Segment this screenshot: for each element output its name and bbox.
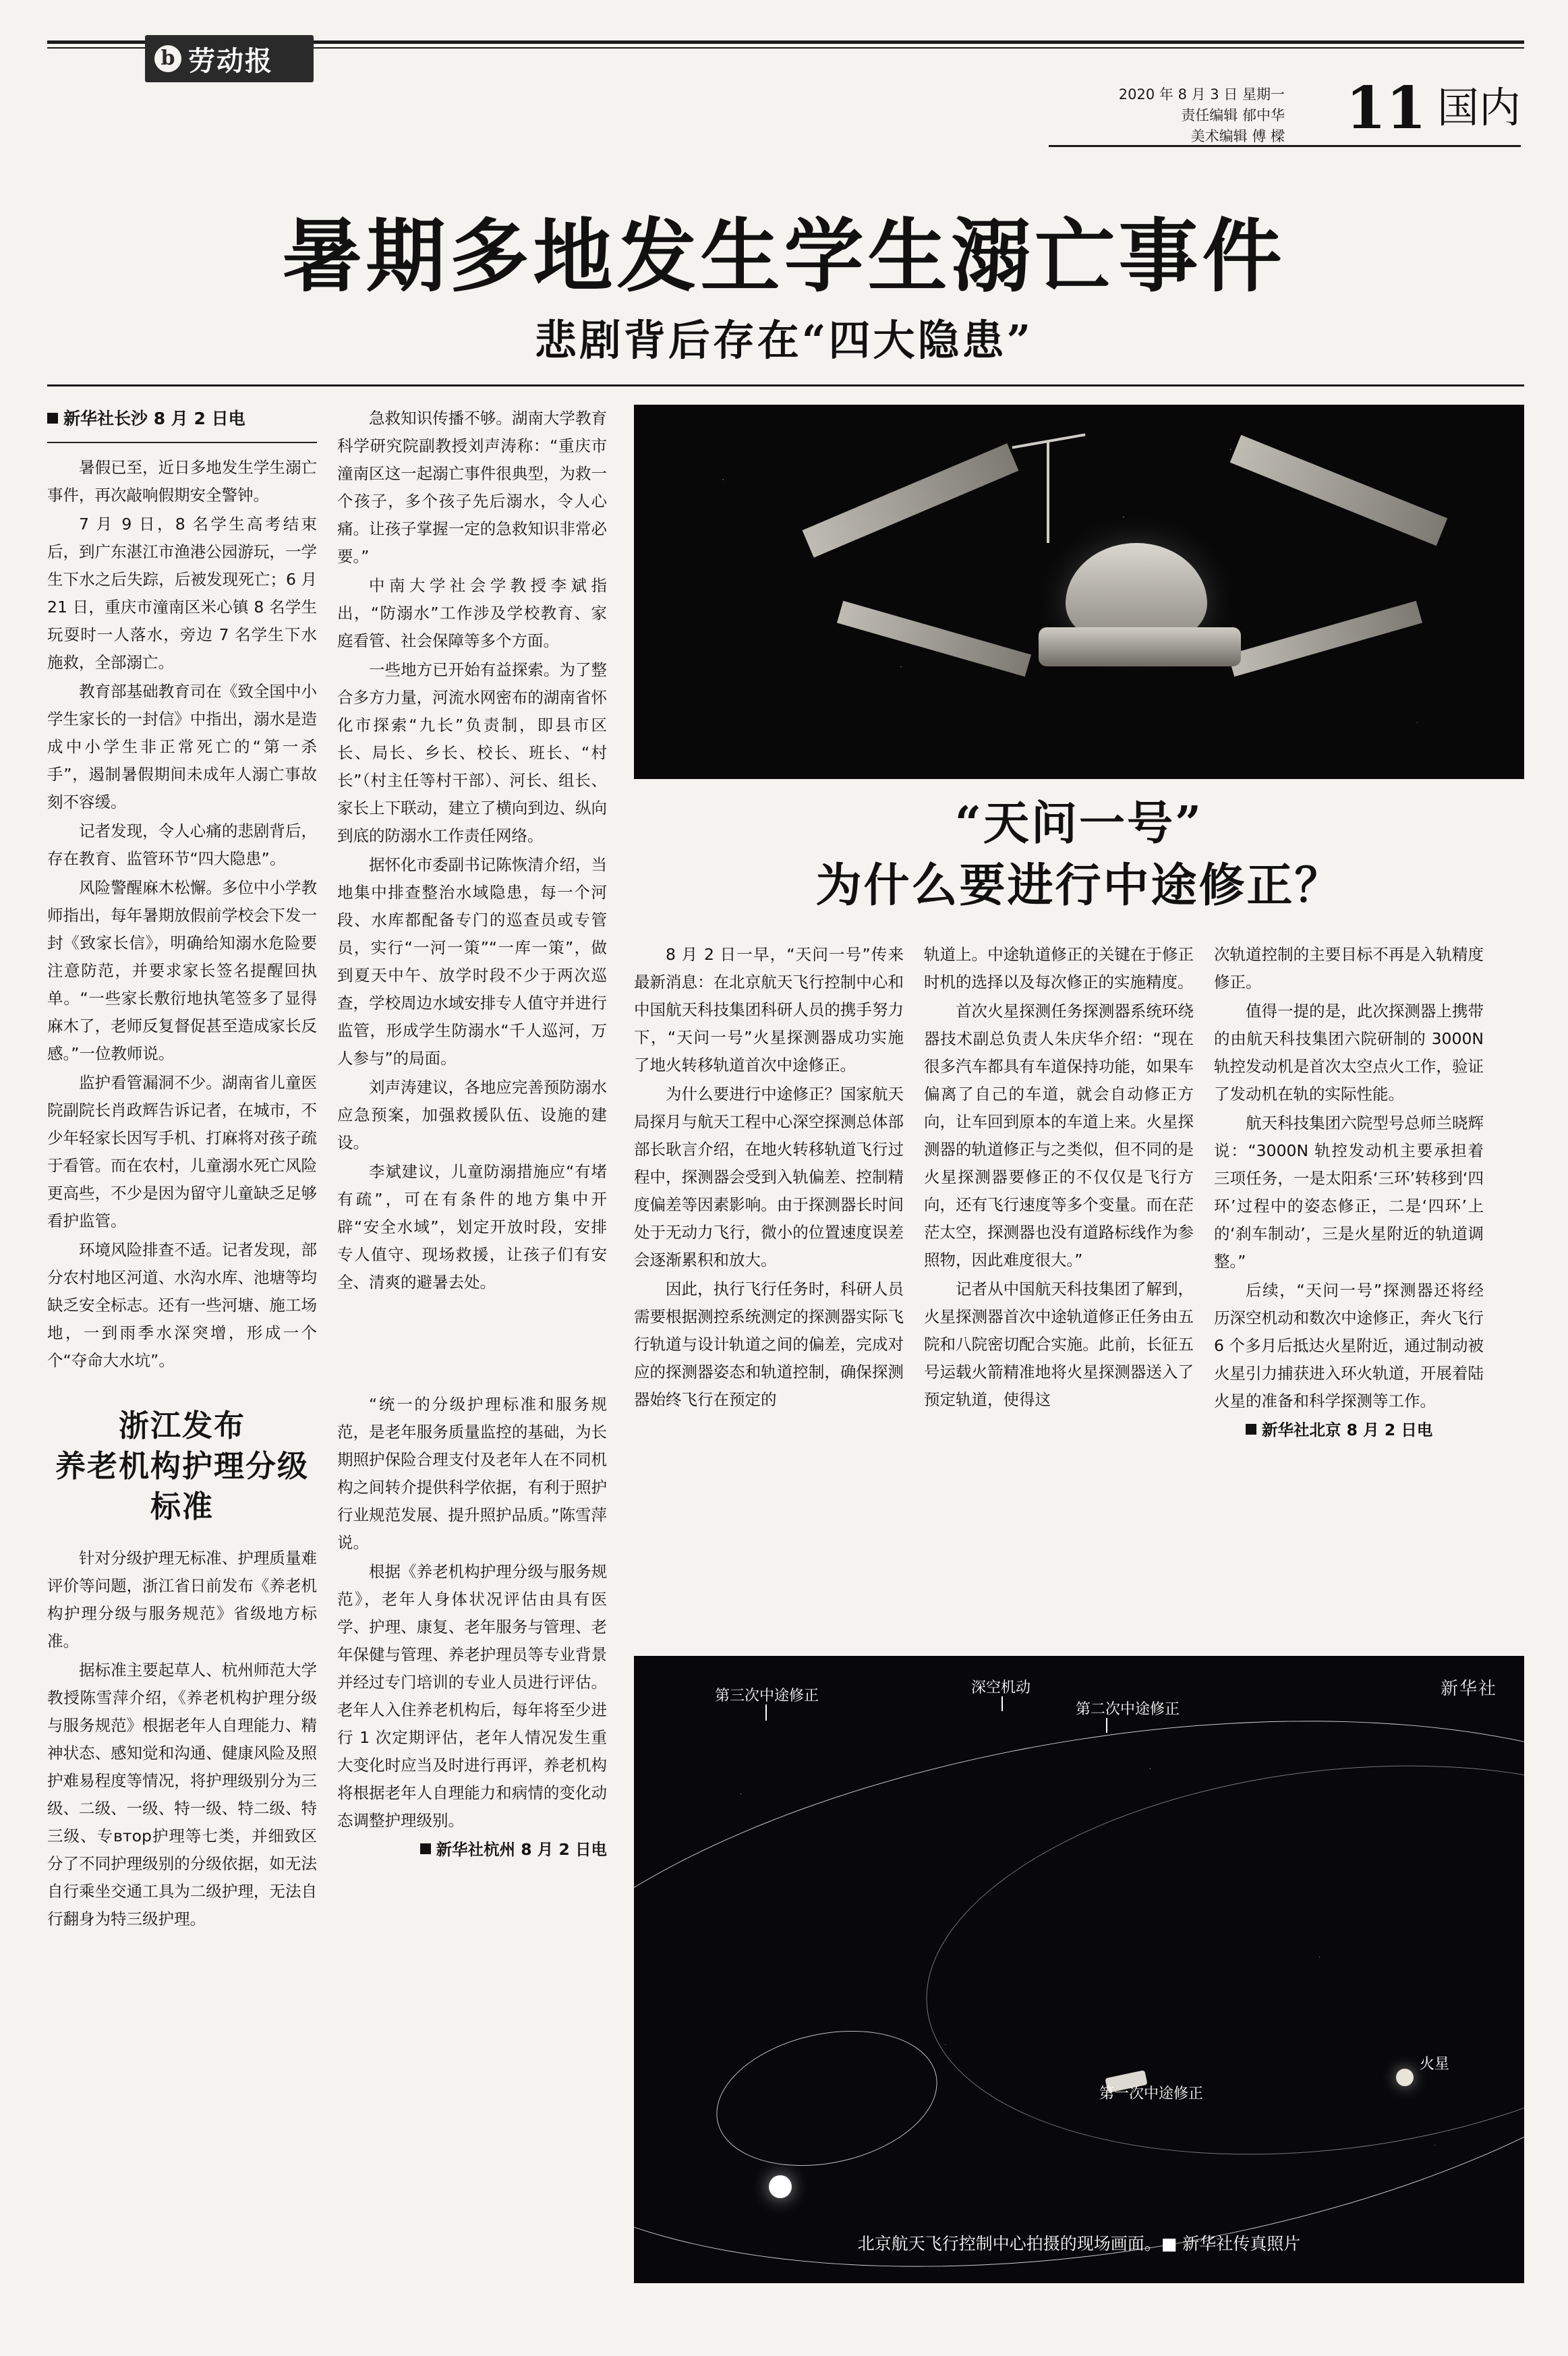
story1-para: 监护看管漏洞不少。湖南省儿童医院副院长肖政辉告诉记者，在城市，不少年轻家长因写手机、打麻将对孩子疏于看管。而在农村，儿童溺水死亡风险更高些，不少是因为留守儿童缺乏足够看护监管。 xyxy=(47,1073,317,1230)
story2-para: “统一的分级护理标准和服务规范，是老年服务质量监控的基础，为长期照护保险合理支付及老年人在不同机构之间转介提供科学依据，有利于照护行业规范发展、提升照护品质。”陈雪萍说。 xyxy=(337,1395,607,1552)
feature-para: 次轨道控制的主要目标不再是入轨精度修正。 xyxy=(1214,945,1484,992)
feature-para: 首次火星探测任务探测器系统环绕器技术副总负责人朱庆华介绍：“现在很多汽车都具有车道保持功能，如果车偏离了自己的车道，就会自动修正方向，让车回到原本的车道上来。火星探测器的轨道修正与之类似，但不同的是火星探测器要修正的不仅仅是飞行方向，还有飞行速度等多个变量。而在茫茫太空，探测器也没有道路标线作为参照物，因此难度很大。” xyxy=(924,1002,1194,1269)
masthead xyxy=(0,0,1568,169)
feature-column-3 xyxy=(1214,941,1484,1445)
label-tick xyxy=(1001,1696,1003,1711)
feature-title xyxy=(634,793,1524,917)
story2-para: 针对分级护理无标准、护理质量难评价等问题，浙江省日前发布《养老机构护理分级与服务规范》省级地方标准。 xyxy=(47,1549,317,1650)
story2-title-line2: 养老机构护理分级标准 xyxy=(55,1448,309,1524)
story1-para: 急救知识传播不够。湖南大学教育科学研究院副教授刘声涛称：“重庆市潼南区这一起溺亡事件很典型，为救一个孩子，多个孩子先后溺水，令人心痛。让孩子掌握一定的急救知识非常必要。” xyxy=(337,409,607,566)
feature-para: 航天科技集团六院型号总师兰晓辉说：“3000N 轨控发动机主要承担着三项任务，一是太阳系‘三环’转移到‘四环’过程中的姿态修正，二是‘四环’上的‘刹车制动’，三是火星附近的轨道调整。” xyxy=(1214,1114,1484,1271)
masthead-underline xyxy=(1049,145,1521,147)
feature-endline xyxy=(1214,1416,1484,1444)
logo-text: 劳动报 xyxy=(188,45,273,77)
story2-endline xyxy=(337,1836,607,1864)
feature-para: 因此，执行飞行任务时，科研人员需要根据测控系统测定的探测器实际飞行轨道与设计轨道之间的偏差，完成对应的探测器姿态和轨道控制，确保探测器始终飞行在预定的 xyxy=(634,1280,904,1409)
art-editor: 美术编辑 傅 樑 xyxy=(1190,128,1285,144)
story1-para: 暑假已至，近日多地发生学生溺亡事件，再次敲响假期安全警钟。 xyxy=(47,458,317,505)
feature-para: 值得一提的是，此次探测器上携带的由航天科技集团六院研制的 3000N 轨控发动机是首次太空点火工作，验证了发动机在轨的实际性能。 xyxy=(1214,1002,1484,1103)
agency-watermark: 新华社 xyxy=(1440,1679,1497,1699)
logo-mark-icon: b xyxy=(154,45,181,72)
feature-para: 后续，“天问一号”探测器还将经历深空机动和数次中途修正，奔火飞行 6 个多月后抵达火星附近，通过制动被火星引力捕获进入环火轨道，开展着陆火星的准备和科学探测等工作。 xyxy=(1214,1281,1484,1410)
square-bullet-icon xyxy=(1246,1424,1256,1435)
story1-dateline-text: 新华社长沙 8 月 2 日电 xyxy=(63,409,245,428)
story2-title-line1: 浙江发布 xyxy=(118,1408,245,1443)
mars-marker xyxy=(1396,2069,1414,2086)
diagram-caption: 北京航天飞行控制中心拍摄的现场画面。■ 新华社传真照片 xyxy=(857,2234,1301,2253)
diagram-label-deep-space-maneuver: 深空机动 xyxy=(971,1679,1031,1696)
page-number: 11 xyxy=(1345,74,1426,142)
square-bullet-icon xyxy=(420,1843,431,1854)
feature-para: 记者从中国航天科技集团了解到，火星探测器首次中途轨道修正任务由五院和八院密切配合实施。此前，长征五号运载火箭精准地将火星探测器送入了预定轨道，使得这 xyxy=(924,1280,1194,1409)
earth-marker xyxy=(769,2175,792,2198)
article-column-1 xyxy=(47,405,317,1934)
headline-rule xyxy=(47,384,1524,386)
masthead-meta xyxy=(1119,84,1285,147)
story2-para: 根据《养老机构护理分级与服务规范》，老年人身体状况评估由具有医学、护理、康复、老年服务与管理、老年保健与管理、养老护理员等专业背景并经过专门培训的专业人员进行评估。老年人入住养老机构后，每年将至少进行 1 次定期评估，老年人情况发生重大变化时应当及时进行再评，养老机构将根据老年人自理能力和病情的变化动态调整护理级别。 xyxy=(337,1562,607,1830)
feature-endline-text: 新华社北京 8 月 2 日电 xyxy=(1262,1420,1433,1439)
page-subtitle: 悲剧背后存在“四大隐患” xyxy=(534,316,1034,365)
probe-ring xyxy=(1039,627,1241,666)
page-category: 国内 xyxy=(1436,83,1521,132)
story1-para: 一些地方已开始有益探索。为了整合多方力量，河流水网密布的湖南省怀化市探索“九长”负责制，即县市区长、局长、乡长、校长、班长、“村长”（村主任等村干部）、河长、组长、家长上下联动，建立了横向到边、纵向到底的防溺水工作责任网络。 xyxy=(337,660,607,845)
feature-column-2 xyxy=(924,941,1194,1415)
story1-para: 刘声涛建议，各地应完善预防溺水应急预案，加强救援队伍、设施的建设。 xyxy=(337,1078,607,1152)
diagram-label-first-correction: 第一次中途修正 xyxy=(1099,2086,1204,2102)
newspaper-logo xyxy=(145,35,314,82)
story1-para: 记者发现，令人心痛的悲剧背后，存在教育、监管环节“四大隐患”。 xyxy=(47,822,317,868)
story1-dateline xyxy=(47,405,317,432)
page-title: 暑期多地发生学生溺亡事件 xyxy=(282,209,1286,303)
label-tick xyxy=(1106,1718,1107,1733)
feature-para: 轨道上。中途轨道修正的关键在于修正时机的选择以及每次修正的实施精度。 xyxy=(924,945,1194,992)
diagram-label-mars: 火星 xyxy=(1420,2056,1450,2073)
feature-title-line2: 为什么要进行中途修正？ xyxy=(815,859,1343,913)
issue-date: 2020 年 8 月 3 日 星期一 xyxy=(1118,86,1285,103)
responsible-editor: 责任编辑 郁中华 xyxy=(1181,107,1285,123)
story1-para: 环境风险排查不适。记者发现，部分农村地区河道、水沟水库、池塘等均缺乏安全标志。还有一些河塘、施工场地，一到雨季水深突增，形成一个个“夺命大水坑”。 xyxy=(47,1240,317,1370)
feature-column-1 xyxy=(634,941,904,1415)
trajectory-diagram xyxy=(634,1656,1524,2283)
story1-para: 李斌建议，儿童防溺措施应“有堵有疏”，可在有条件的地方集中开辟“安全水域”，划定开放时段，安排专人值守、现场救援，让孩子们有安全、清爽的避暑去处。 xyxy=(337,1162,607,1292)
diagram-label-second-correction: 第二次中途修正 xyxy=(1076,1701,1180,1718)
feature-title-line1: “天问一号” xyxy=(954,797,1204,851)
story1-para: 据怀化市委副书记陈恢清介绍，当地集中排查整治水域隐患，每一个河段、水库都配备专门的巡查员或专管员，实行“一河一策”“一库一策”，做到夏天中午、放学时段不少于两次巡查，学校周边水域安排专人值守并进行监管，形成学生防溺水“千人巡河，万人参与”的局面。 xyxy=(337,855,607,1068)
story1-para: 7 月 9 日，8 名学生高考结束后，到广东湛江市渔港公园游玩，一学生下水之后失踪，后被发现死亡；6 月 21 日，重庆市潼南区米心镇 8 名学生玩耍时一人落水，旁边 7 名学生下水施救，全部溺亡。 xyxy=(47,515,317,672)
diagram-label-third-correction: 第三次中途修正 xyxy=(715,1688,819,1704)
article-column-2 xyxy=(337,405,607,1865)
feature-para: 为什么要进行中途修正？国家航天局探月与航天工程中心深空探测总体部部长耿言介绍，在地火转移轨道飞行过程中，探测器会受到入轨偏差、控制精度偏差等因素影响。由于探测器长时间处于无动力飞行，微小的位置速度误差会逐渐累积和放大。 xyxy=(634,1085,904,1269)
story1-dateline-rule xyxy=(47,442,317,443)
story1-para: 中南大学社会学教授李斌指出，“防溺水”工作涉及学校教育、家庭看管、社会保障等多个方面。 xyxy=(337,576,607,650)
story2-para: 据标准主要起草人、杭州师范大学教授陈雪萍介绍，《养老机构护理分级与服务规范》根据老年人自理能力、精神状态、感知觉和沟通、健康风险及照护难易程度等情况，将护理级别分为三级、二级、一级、特一级、特二级、特三级、专втор护理等七类，并细致区分了不同护理级别的分级依据，如无法自行乘坐交通工具为二级护理，无法自行翻身为特三级护理。 xyxy=(47,1661,317,1928)
story1-para: 风险警醒麻木松懈。多位中小学教师指出，每年暑期放假前学校会下发一封《致家长信》，明确给知溺水危险要注意防范，并要求家长签名提醒回执单。“一些家长敷衍地执笔签多了显得麻木了，老师反复督促甚至造成家长反感。”一位教师说。 xyxy=(47,878,317,1063)
square-bullet-icon xyxy=(47,413,58,424)
story1-para: 教育部基础教育司在《致全国中小学生家长的一封信》中指出，溺水是造成中小学生非正常死亡的“第一杀手”，遏制暑假期间未成年人溺亡事故刻不容缓。 xyxy=(47,682,317,811)
antenna-icon xyxy=(1047,442,1049,543)
label-tick xyxy=(765,1704,767,1721)
spacecraft-photo xyxy=(634,405,1524,779)
feature-para: 8 月 2 日一早，“天问一号”传来最新消息：在北京航天飞行控制中心和中国航天科技集团科研人员的携手努力下，“天问一号”火星探测器成功实施了地火转移轨道首次中途修正。 xyxy=(634,945,904,1074)
story2-endline-text: 新华社杭州 8 月 2 日电 xyxy=(436,1840,607,1859)
